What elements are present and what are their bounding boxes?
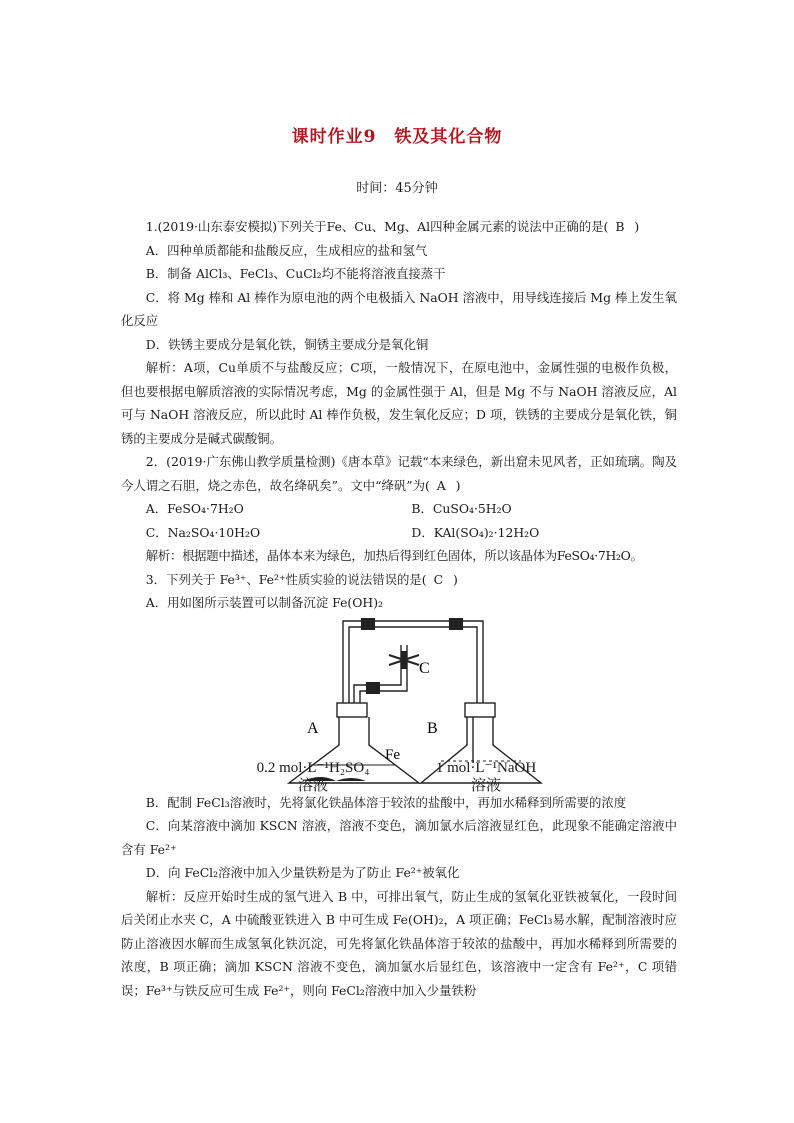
question-1-stem (121, 215, 677, 239)
question-2-text: 2．(2019·广东佛山教学质量检测)《唐本草》记载“本来绿色，新出窟未见风者，正如琉璃。陶及今人谓之石胆，烧之赤色，故名绛矾矣”。文中“绛矾”为( (121, 454, 677, 493)
caption-right (411, 759, 561, 795)
question-2-answer: A (429, 477, 456, 493)
clamp-top-left (361, 618, 375, 630)
question-1-close: ) (634, 219, 640, 234)
caption-left-solution: 溶液 (297, 777, 328, 794)
question-3-option-c: C．向某溶液中滴加 KSCN 溶液，溶液不变色，滴加氯水后溶液显红色，此现象不能确定溶液中含有 Fe²⁺ (121, 818, 677, 857)
question-1-text: 1.(2019·山东泰安模拟)下列关于Fe、Cu、Mg、Al四种金属元素的说法中正确的是( (145, 219, 609, 234)
clamp-middle (366, 682, 380, 694)
time-limit: 时间：45分钟 (356, 181, 438, 196)
question-1-option-c: C．将 Mg 棒和 Al 棒作为原电池的两个电极插入 NaOH 溶液中，用导线连接后 Mg 棒上发生氧化反应 (121, 289, 677, 328)
apparatus-figure (121, 615, 677, 794)
question-1-option-d: D．铁锈主要成分是氧化铁，铜锈主要成分是氧化铜 (145, 336, 429, 352)
question-3-option-a: A．用如图所示装置可以制备沉淀 Fe(OH)₂ (145, 595, 384, 610)
stopper-b (465, 703, 495, 717)
question-3-option-b: B．配制 FeCl₃溶液时，先将氯化铁晶体溶于较浓的盐酸中，再加水稀释到所需要的浓度 (145, 794, 627, 810)
question-3-option-d: D．向 FeCl₂溶液中加入少量铁粉是为了防止 Fe²⁺被氧化 (145, 865, 460, 880)
question-1-answer: B (608, 219, 635, 234)
question-2-stem (121, 450, 677, 497)
caption-right-solution: 溶液 (470, 777, 501, 794)
question-2-options-row-2 (121, 521, 677, 545)
question-1-option-b: B．制备 AlCl₃、FeCl₃、CuCl₂均不能将溶液直接蒸干 (145, 266, 446, 281)
question-2-options-row-1 (121, 497, 677, 521)
clamp-c-body (401, 651, 407, 669)
caption-right-reagent: 1 mol·L⁻¹NaOH (435, 759, 537, 776)
stopper-a (337, 703, 367, 717)
question-2-option-b: B．CuSO₄·5H₂O (411, 501, 512, 516)
question-2-close: ) (455, 477, 461, 493)
question-1-option-a: A．四种单质都能和盐酸反应，生成相应的盐和氢气 (145, 242, 428, 258)
caption-left-reagent: 0.2 mol·L⁻¹H₂SO₄ (256, 759, 370, 776)
question-3-answer: C (426, 571, 453, 587)
page-title: 课时作业9 铁及其化合物 (291, 127, 503, 147)
question-2-option-c: C．Na₂SO₄·10H₂O (145, 524, 261, 540)
clamp-top-right (449, 618, 463, 630)
question-3-close: ) (452, 571, 458, 587)
caption-left (233, 759, 393, 795)
apparatus-diagram (121, 615, 677, 791)
question-3-text: 3．下列关于 Fe³⁺、Fe²⁺性质实验的说法错误的是( (145, 571, 427, 587)
question-3-stem (121, 568, 677, 592)
label-c: C (419, 659, 430, 677)
label-b: B (427, 719, 438, 737)
label-fe: Fe (385, 746, 400, 763)
question-2-analysis: 解析：根据题中描述，晶体本来为绿色，加热后得到红色固体，所以该晶体为FeSO₄·7H₂O。 (145, 548, 643, 563)
label-a: A (307, 719, 319, 737)
glass-tubing (343, 621, 483, 763)
question-3-analysis: 解析：反应开始时生成的氢气进入 B 中，可排出氧气，防止生成的氢氧化亚铁被氧化，一段时间后关闭止水夹 C，A 中硫酸亚铁进入 B 中可生成 Fe(OH)₂，A 项正确；FeCl₃易水解，配制溶液时应防止溶液因水解而生成氢氧化铁沉淀，可先将氯化铁晶体溶于较浓的盐酸中，再加水稀释到所需要的浓度，B 项正确；滴加 KSCN 溶液不变色，滴加氯水后显红色，该溶液中一定含有 Fe²⁺，C 项错误；Fe³⁺与铁反应可生成 Fe²⁺，则向 FeCl₂溶液中加入少量铁粉 (121, 888, 677, 998)
question-2-option-d: D．KAl(SO₄)₂·12H₂O (411, 524, 540, 540)
question-2-option-a: A．FeSO₄·7H₂O (145, 501, 244, 516)
question-1-analysis: 解析：A项，Cu单质不与盐酸反应；C项，一般情况下，在原电池中，金属性强的电极作负极，但也要根据电解质溶液的实际情况考虑，Mg 的金属性强于 Al，但是 Mg 不与 NaOH 溶液反应，Al 可与 NaOH 溶液反应，所以此时 Al 棒作负极，发生氧化反应；D 项，铁锈的主要成分是氧化铁，铜锈的主要成分是碱式碳酸铜。 (121, 360, 677, 446)
question-body (121, 215, 677, 1002)
